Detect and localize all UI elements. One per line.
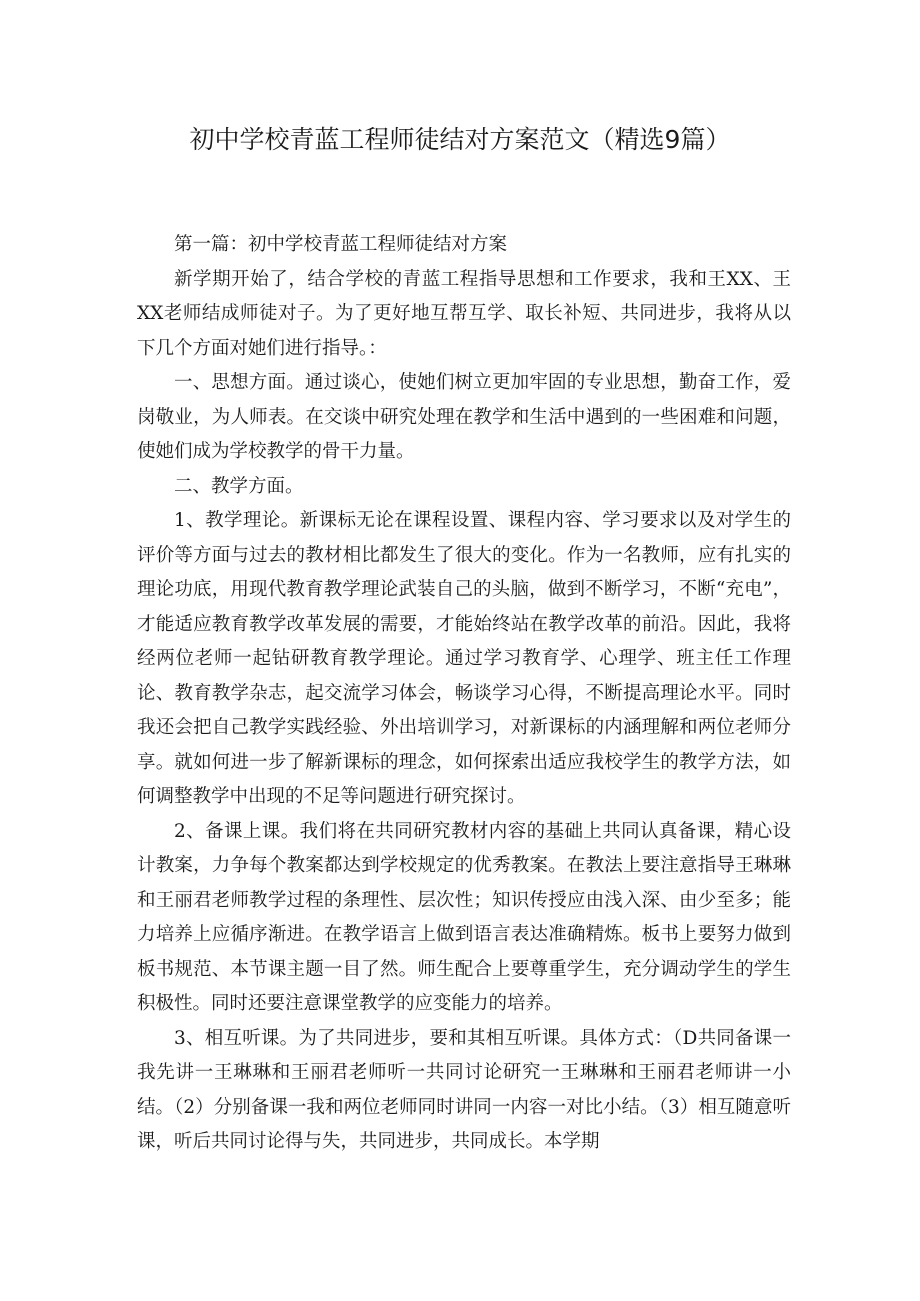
teaching-heading: 二、教学方面。 <box>174 475 304 497</box>
observation-paragraph: 3、相互听课。为了共同进步，要和其相互听课。具体方式：（D共同备课一我先讲一王琳琳和王丽君老师听一共同讨论研究一王琳琳和王丽君老师讲一小结。（2）分别备课一我和两位老师同时讲同一内容一对比小结。（3）相互随意听课，听后共同讨论得与失，共同进步，共同成长。本学期 <box>137 1027 791 1152</box>
section-heading: 第一篇：初中学校青蓝工程师徒结对方案 <box>174 234 508 255</box>
document-title: 初中学校青蓝工程师徒结对方案范文（精选9篇） <box>189 125 731 154</box>
thought-paragraph: 一、思想方面。通过谈心，使她们树立更加牢固的专业思想，勤奋工作，爱岗敬业，为人师表。在交谈中研究处理在教学和生活中遇到的一些困难和问题，使她们成为学校教学的骨干力量。 <box>137 372 791 462</box>
theory-paragraph: 1、教学理论。新课标无论在课程设置、课程内容、学习要求以及对学生的评价等方面与过去的教材相比都发生了很大的变化。作为一名教师，应有扎实的理论功底，用现代教育教学理论武装自己的头脑，做到不断学习，不断“充电”，才能适应教育教学改革发展的需要，才能始终站在教学改革的前沿。因此，我将经两位老师一起钻研教育教学理论。通过学习教育学、心理学、班主任工作理论、教育教学杂志，起交流学习体会，畅谈学习心得，不断提高理论水平。同时我还会把自己教学实践经验、外出培训学习，对新课标的内涵理解和两位老师分享。就如何进一步了解新课标的理念，如何探索出适应我校学生的教学方法，如何调整教学中出现的不足等问题进行研究探讨。 <box>137 510 791 807</box>
lesson-prep-paragraph: 2、备课上课。我们将在共同研究教材内容的基础上共同认真备课，精心设计教案，力争每个教案都达到学校规定的优秀教案。在教法上要注意指导王琳琳和王丽君老师教学过程的条理性、层次性；知识传授应由浅入深、由少至多；能力培养上应循序渐进。在教学语言上做到语言表达准确精炼。板书上要努力做到板书规范、本节课主题一目了然。师生配合上要尊重学生，充分调动学生的学生积极性。同时还要注意课堂教学的应变能力的培养。 <box>137 820 791 1014</box>
document-body <box>137 228 791 1160</box>
intro-paragraph: 新学期开始了，结合学校的青蓝工程指导思想和工作要求，我和王XX、王XX老师结成师徒对子。为了更好地互帮互学、取长补短、共同进步，我将从以下几个方面对她们进行指导。： <box>137 268 791 359</box>
